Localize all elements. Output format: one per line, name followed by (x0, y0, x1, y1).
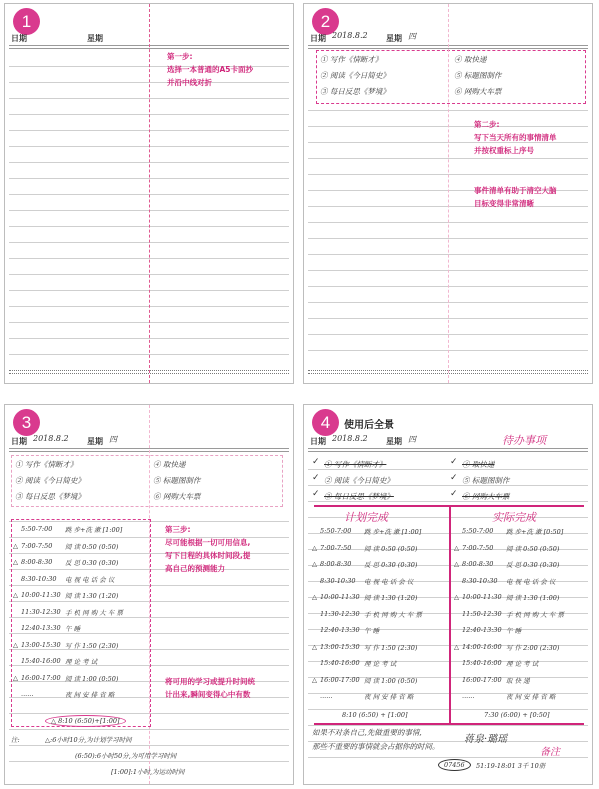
note-line: 写下当天所有的事情清单 (474, 133, 557, 142)
schedule-task: 阅 读 1:30 (1:20) (65, 592, 119, 600)
check-icon: ✓ (450, 489, 458, 499)
schedule-time: 14:00-16:00 (462, 642, 502, 651)
actual-title: 实际完成 (492, 511, 536, 524)
schedule-task: 午 睡 (506, 627, 522, 635)
schedule-time: 5:50-7:00 (462, 527, 494, 535)
schedule-mark: △ (454, 593, 459, 601)
schedule-mark: △ (312, 675, 317, 684)
schedule-time: ...... (462, 692, 475, 700)
note-line: 将可用的学习或提升时间统 (165, 677, 255, 686)
task-item-done: ① 写作《情断才》 (324, 460, 387, 469)
task-item-done: ⑤ 标题图制作 (462, 476, 510, 485)
schedule-task: 手 机 网 购 大 车 票 (506, 610, 564, 619)
schedule-time: 13:00-15:30 (320, 642, 360, 651)
schedule-time: 15:40-16:00 (462, 659, 502, 667)
schedule-task: 反 思 0:30 (0:30) (506, 561, 560, 569)
panel-step-1 (4, 3, 294, 384)
note-line: 计出来,瞬间变得心中有数 (165, 690, 251, 699)
todo-title: 待办事项 (502, 434, 546, 447)
step-badge-3: 3 (13, 409, 40, 436)
section-rule (314, 723, 584, 725)
task-item: ② 阅读《今日简史》 (320, 71, 390, 80)
schedule-total: 7:30 (6:00) + [0:50] (484, 710, 550, 719)
schedule-time: 16:00-17:00 (21, 673, 61, 682)
note-line: 事件清单有助于清空大脑 (474, 186, 557, 195)
schedule-time: 11:30-12:30 (21, 607, 61, 616)
summary-note: (6:50):6小时50分,为可用学习时间 (75, 752, 177, 760)
schedule-mark: △ (13, 558, 18, 566)
schedule-task: 跳 步+洗 漱 [1:00] (65, 526, 123, 534)
schedule-task: 写 作 1:50 (2:30) (65, 641, 119, 650)
schedule-mark: △ (454, 560, 459, 568)
schedule-time: 16:00-17:00 (462, 675, 502, 684)
note-line: 并按权重标上序号 (474, 146, 534, 155)
schedule-time: 8:30-10:30 (320, 576, 356, 585)
schedule-time: 7:00-7:50 (21, 541, 53, 550)
note-line: 高自己的预测能力 (165, 564, 225, 573)
panel-step-2 (303, 3, 593, 384)
plan-title: 计划完成 (344, 511, 388, 524)
schedule-total: 8:10 (6:50) + [1:00] (342, 710, 408, 719)
schedule-task: 电 视 电 话 会 议 (65, 575, 115, 584)
date-value: 2018.8.2 (332, 434, 368, 443)
task-item: ④ 取快递 (454, 55, 487, 64)
schedule-time: 16:00-17:00 (320, 675, 360, 684)
schedule-mark: △ (312, 543, 317, 552)
date-label: 日期 (11, 437, 27, 446)
check-icon: ✓ (450, 473, 458, 483)
footer-dotted-rule (9, 373, 289, 374)
task-item: ③ 每日反思《梦境》 (15, 492, 85, 501)
date-value: 2018.8.2 (332, 31, 368, 40)
schedule-task: 夜 间 安 排 省 略 (65, 691, 115, 699)
schedule-task: 跳 步+洗 漱 [0:50] (506, 528, 564, 536)
task-item: ③ 每日反思《梦境》 (320, 87, 390, 96)
schedule-time: 8:00-8:30 (462, 560, 494, 568)
center-fold-line (448, 4, 449, 383)
schedule-task: 电 视 电 话 会 议 (506, 577, 556, 586)
step-3-note (165, 523, 250, 575)
week-label: 星期 (87, 34, 103, 43)
task-item: ② 阅读《今日简史》 (15, 476, 85, 485)
schedule-mark: △ (454, 642, 459, 651)
ruled-line (308, 725, 588, 726)
schedule-task: 午 睡 (364, 627, 380, 635)
check-icon: ✓ (450, 457, 458, 467)
schedule-task: 写 作 1:50 (2:30) (364, 643, 418, 652)
schedule-task: 理 论 考 试 (65, 658, 98, 666)
task-item: ① 写作《情断才》 (320, 55, 383, 64)
task-item-done: ② 阅读《今日简史》 (324, 476, 394, 485)
schedule-time: 5:50-7:00 (21, 525, 53, 533)
schedule-time: 11:30-12:30 (320, 609, 360, 618)
date-label: 日期 (11, 34, 27, 43)
date-value: 2018.8.2 (33, 434, 69, 443)
step-2-note-2 (474, 184, 557, 210)
schedule-time: 8:30-10:30 (21, 574, 57, 583)
schedule-mark: △ (312, 642, 317, 651)
step-badge-1: 1 (13, 8, 40, 35)
week-value: 四 (408, 435, 416, 444)
stamp-tail: 51:19-18:01 3千 10册 (476, 762, 546, 770)
schedule-mark: △ (454, 543, 459, 552)
schedule-task: 阅 读 0:50 (0:50) (364, 544, 418, 553)
footer-dotted-rule (308, 370, 588, 371)
check-icon: ✓ (312, 489, 320, 499)
schedule-time: ...... (21, 690, 34, 698)
week-label: 星期 (386, 34, 402, 43)
header-rule (308, 448, 588, 449)
schedule-task: 电 视 电 话 会 议 (364, 577, 414, 586)
week-value: 四 (109, 435, 117, 444)
schedule-time: 15:40-16:00 (320, 659, 360, 667)
schedule-task: 阅 读 0:50 (0:50) (65, 542, 119, 551)
schedule-time: 8:30-10:30 (462, 576, 498, 585)
schedule-mark: △ (13, 541, 18, 550)
schedule-task: 阅 读 1:30 (1:00) (506, 594, 560, 602)
schedule-time: 12:40-13:30 (320, 626, 360, 634)
note-line: 第一步: (167, 52, 193, 61)
task-item-done: ④ 取快递 (462, 460, 495, 469)
schedule-task: 手 机 网 购 大 车 票 (65, 608, 123, 617)
check-icon: ✓ (312, 473, 320, 483)
task-item: ⑥ 网购大车票 (153, 492, 201, 501)
schedule-task: 夜 间 安 排 省 略 (506, 693, 556, 701)
schedule-task: 跳 步+洗 漱 [1:00] (364, 528, 422, 536)
summary-note: △:6小时10分,为计划学习时间 (45, 736, 132, 744)
note-label: 备注 (540, 747, 560, 758)
schedule-task: 阅 读 1:00 (0:50) (65, 674, 119, 683)
header-rule (308, 451, 588, 452)
schedule-task: 反 思 0:30 (0:30) (65, 559, 119, 567)
schedule-time: 12:40-13:30 (462, 626, 502, 634)
week-label: 星期 (386, 437, 402, 446)
schedule-task: 理 论 考 试 (364, 660, 397, 668)
schedule-time: 8:00-8:30 (21, 558, 53, 566)
footer-note: 那些不重要的事情就会占据你的时间。 (312, 742, 440, 751)
stamp: 07456 (438, 759, 471, 771)
schedule-time: 11:50-12:30 (462, 609, 502, 618)
schedule-task: 阅 读 1:30 (1:20) (364, 594, 418, 602)
schedule-time: ...... (320, 692, 333, 700)
schedule-task: 取 快 递 (506, 676, 530, 685)
note-line: 并沿中线对折 (167, 78, 212, 87)
schedule-time: 5:50-7:00 (320, 527, 352, 535)
schedule-time: 8:00-8:30 (320, 560, 352, 568)
note-line: 第二步: (474, 120, 500, 129)
week-label: 星期 (87, 437, 103, 446)
step-badge-2: 2 (312, 8, 339, 35)
task-item: ④ 取快递 (153, 460, 186, 469)
schedule-task: 理 论 考 试 (506, 660, 539, 668)
schedule-time: 10:00-11:30 (21, 591, 61, 599)
schedule-mark: △ (13, 673, 18, 682)
schedule-task: 手 机 网 购 大 车 票 (364, 610, 422, 619)
note-line: 写下日程的具体时间段,提 (165, 551, 251, 560)
date-label: 日期 (310, 34, 326, 43)
week-value: 四 (408, 32, 416, 41)
signature: 蒋泉·璐瑶 (464, 734, 508, 745)
step-3-note-2 (165, 675, 255, 701)
summary-note: 注: (11, 736, 20, 744)
schedule-task: 夜 间 安 排 省 略 (364, 693, 414, 701)
task-item: ⑥ 网购大车票 (454, 87, 502, 96)
task-item: ① 写作《情断才》 (15, 460, 78, 469)
schedule-task: 阅 读 1:00 (0:50) (364, 676, 418, 685)
footer-note: 如果不对条自己,先做重要的事情, (312, 728, 422, 737)
panel-title: 使用后全景 (344, 420, 394, 431)
note-line: 尽可能根据一切可用信息, (165, 538, 251, 547)
schedule-time: 7:00-7:50 (320, 543, 352, 552)
schedule-time: 13:00-15:30 (21, 640, 61, 649)
panel-step-4 (303, 404, 593, 785)
note-line: 目标变得非常清晰 (474, 199, 534, 208)
column-divider (449, 505, 451, 723)
panel-step-3 (4, 404, 294, 785)
footer-dotted-rule (308, 373, 588, 374)
schedule-task: 反 思 0:30 (0:30) (364, 561, 418, 569)
schedule-time: 12:40-13:30 (21, 624, 61, 632)
note-line: 第三步: (165, 525, 191, 534)
schedule-task: 午 睡 (65, 625, 81, 633)
schedule-time: 15:40-16:00 (21, 657, 61, 665)
schedule-mark: △ (312, 593, 317, 601)
task-item: ⑤ 标题图制作 (153, 476, 201, 485)
step-1-note (167, 50, 253, 89)
footer-dotted-rule (9, 370, 289, 371)
schedule-mark: △ (13, 591, 18, 599)
schedule-task: 写 作 2:00 (2:30) (506, 643, 560, 652)
note-line: 选择一本普通的A5卡面抄 (167, 65, 254, 74)
check-icon: ✓ (312, 457, 320, 467)
task-item-done: ③ 每日反思《梦境》 (324, 492, 394, 501)
task-item: ⑤ 标题图制作 (454, 71, 502, 80)
date-label: 日期 (310, 437, 326, 446)
schedule-time: 7:00-7:50 (462, 543, 494, 552)
plan-total: △ 8:10 (6:50)+[1:00] (45, 715, 126, 727)
schedule-mark: △ (13, 640, 18, 649)
schedule-mark: △ (312, 560, 317, 568)
schedule-time: 10:00-11:30 (320, 593, 360, 601)
schedule-time: 10:00-11:30 (462, 593, 502, 601)
center-fold-line (149, 4, 150, 383)
task-item-done: ⑥ 网购大车票 (462, 492, 510, 501)
step-badge-4: 4 (312, 409, 339, 436)
step-2-note (474, 118, 557, 157)
schedule-task: 阅 读 0:50 (0:50) (506, 544, 560, 553)
summary-note: [1:00]:1小时,为运动时间 (111, 768, 185, 776)
